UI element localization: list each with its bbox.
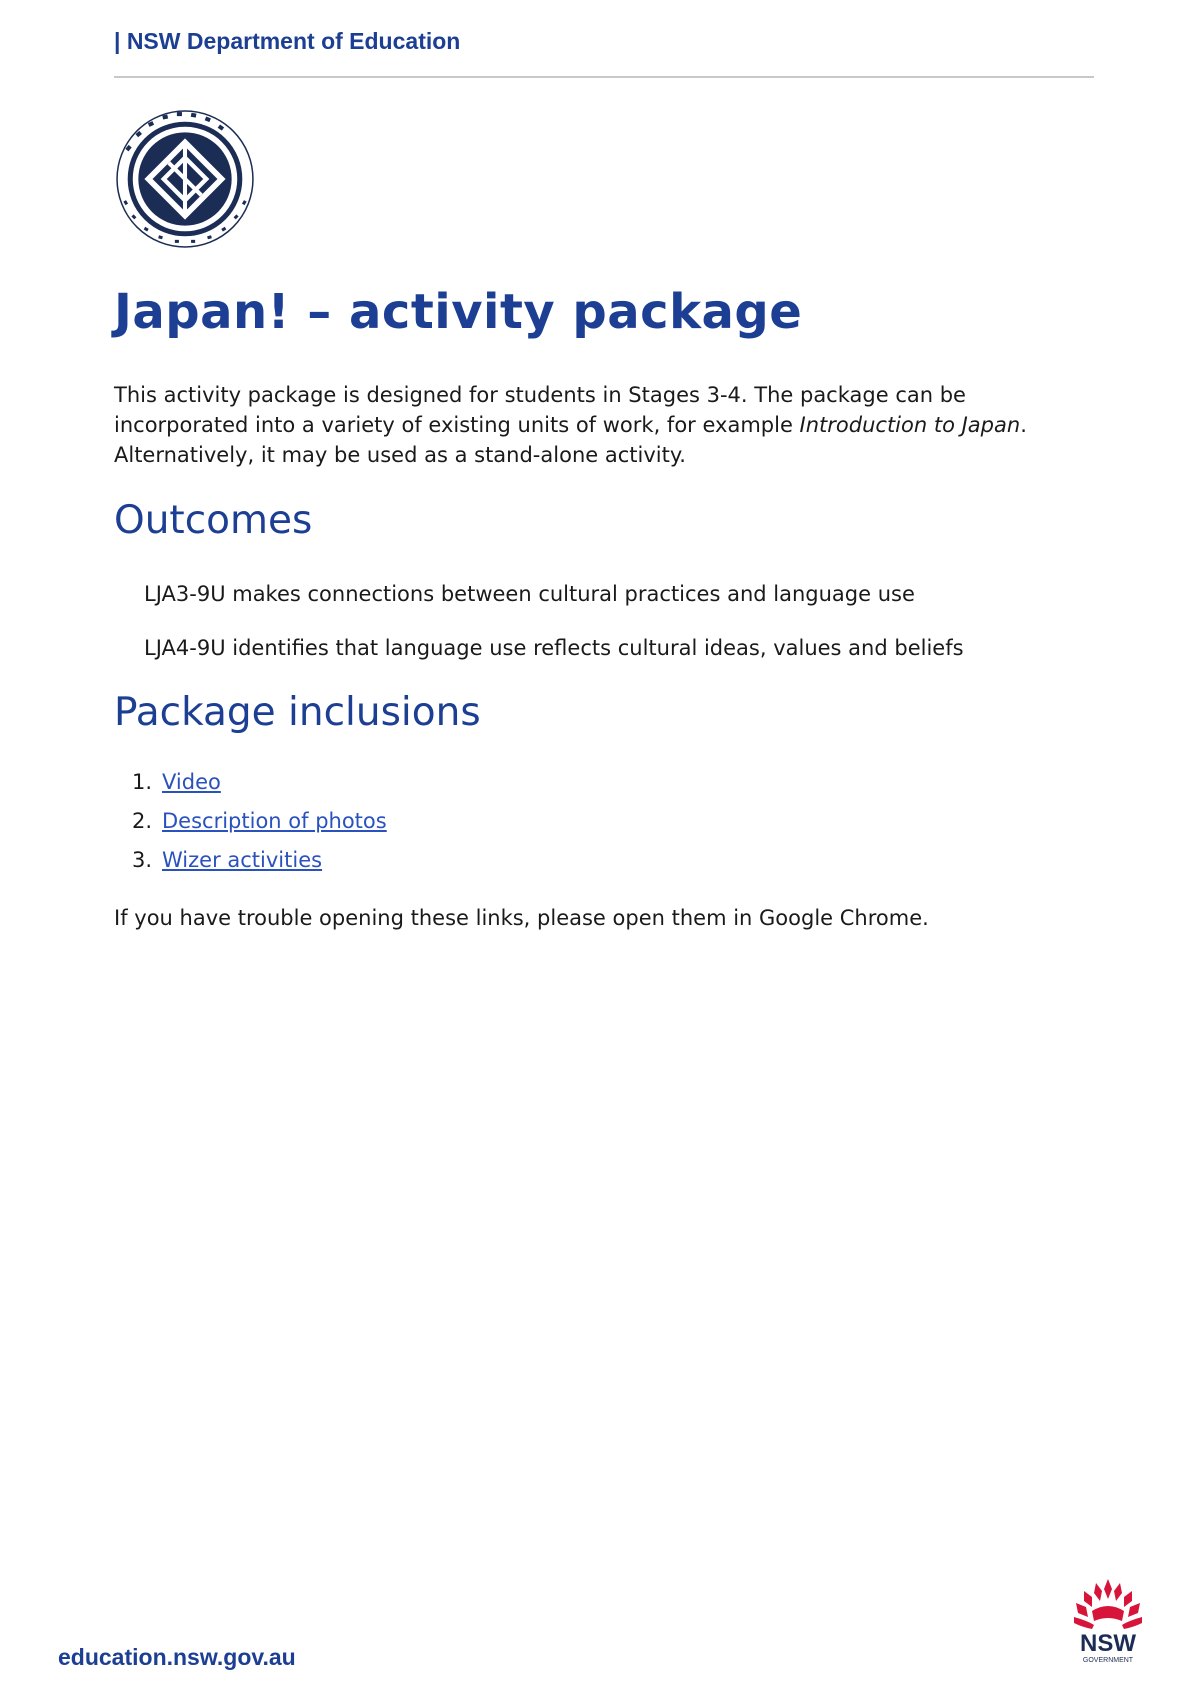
intro-paragraph <box>114 380 1094 470</box>
inclusions-heading: Package inclusions <box>114 690 481 735</box>
document-title: Japan! – activity package <box>114 284 803 340</box>
list-number: 3. <box>131 848 152 872</box>
outcome-item: LJA3-9U makes connections between cultural practices and language use <box>144 582 915 606</box>
header-divider <box>114 76 1094 78</box>
nsw-logo-subtext: GOVERNMENT <box>1082 1657 1134 1664</box>
list-number: 1. <box>131 770 152 794</box>
intro-italic: Introduction to Japan <box>799 413 1021 437</box>
nsw-government-logo <box>1066 1575 1150 1665</box>
list-item <box>114 809 387 848</box>
footer-url: education.nsw.gov.au <box>58 1644 296 1670</box>
waratah-icon <box>1074 1579 1142 1629</box>
video-link[interactable]: Video <box>162 770 221 794</box>
intro-text-2: . Alternatively, it may be used as a stand-alone activity. <box>114 413 1027 467</box>
list-item <box>114 848 387 887</box>
header-title: | NSW Department of Education <box>114 28 461 54</box>
wizer-activities-link[interactable]: Wizer activities <box>162 848 323 872</box>
list-item <box>114 770 387 809</box>
browser-note: If you have trouble opening these links, please open them in Google Chrome. <box>114 906 929 930</box>
school-seal-logo <box>114 108 256 250</box>
list-number: 2. <box>131 809 152 833</box>
intro-text-1: This activity package is designed for students in Stages 3-4. The package can be incorporated into a variety of existing units of work, for example <box>114 383 966 437</box>
nsw-logo-text: NSW <box>1080 1630 1136 1657</box>
inclusions-list <box>114 770 387 887</box>
outcomes-heading: Outcomes <box>114 498 313 543</box>
outcome-item: LJA4-9U identifies that language use reflects cultural ideas, values and beliefs <box>144 636 964 660</box>
description-of-photos-link[interactable]: Description of photos <box>162 809 387 833</box>
